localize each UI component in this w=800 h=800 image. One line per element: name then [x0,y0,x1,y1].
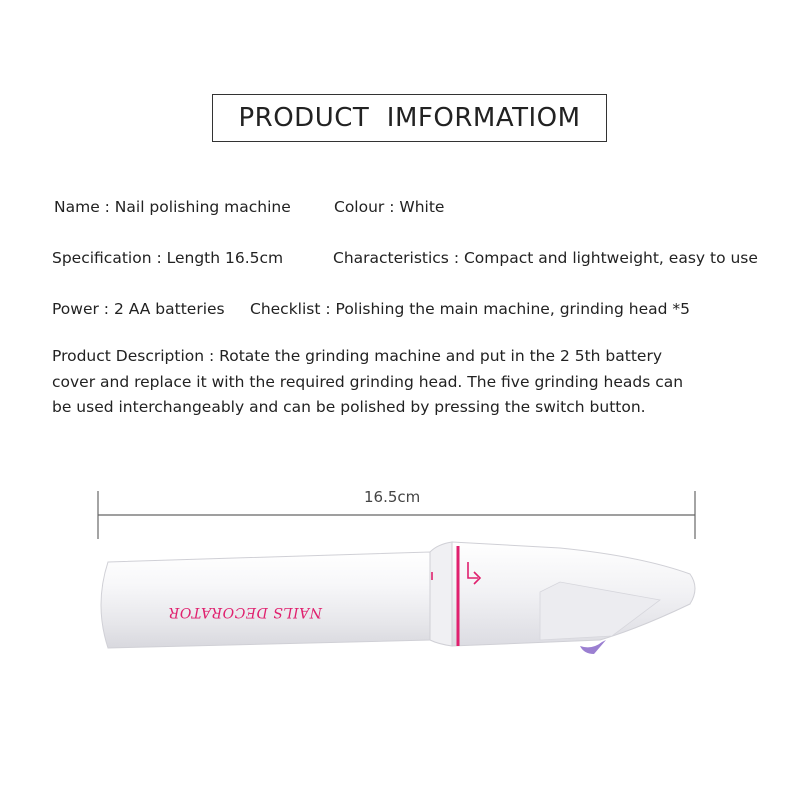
pen-body [101,542,695,648]
page-title: PRODUCT IMFORMATIOM [212,94,607,142]
info-checklist: Checklist : Polishing the main machine, grinding head *5 [250,300,691,318]
info-characteristics: Characteristics : Compact and lightweight, easy to use [333,249,758,267]
switch-button [580,640,606,654]
description-line-1: Product Description : Rotate the grinding machine and put in the 2 5th battery [52,347,663,365]
brand-logo [168,604,323,620]
info-specification: Specification : Length 16.5cm [52,249,284,267]
info-name: Name : Nail polishing machine [54,198,291,216]
description-line-3: be used interchangeably and can be polished by pressing the switch button. [52,398,646,416]
description-line-2: cover and replace it with the required grinding head. The five grinding heads can [52,372,684,391]
svg-text:NAILS DECORATOR: NAILS DECORATOR [168,604,322,620]
dimension-line [98,491,695,539]
info-power: Power : 2 AA batteries [52,300,225,318]
dimension-label: 16.5cm [364,488,421,506]
info-colour: Colour : White [334,198,445,216]
